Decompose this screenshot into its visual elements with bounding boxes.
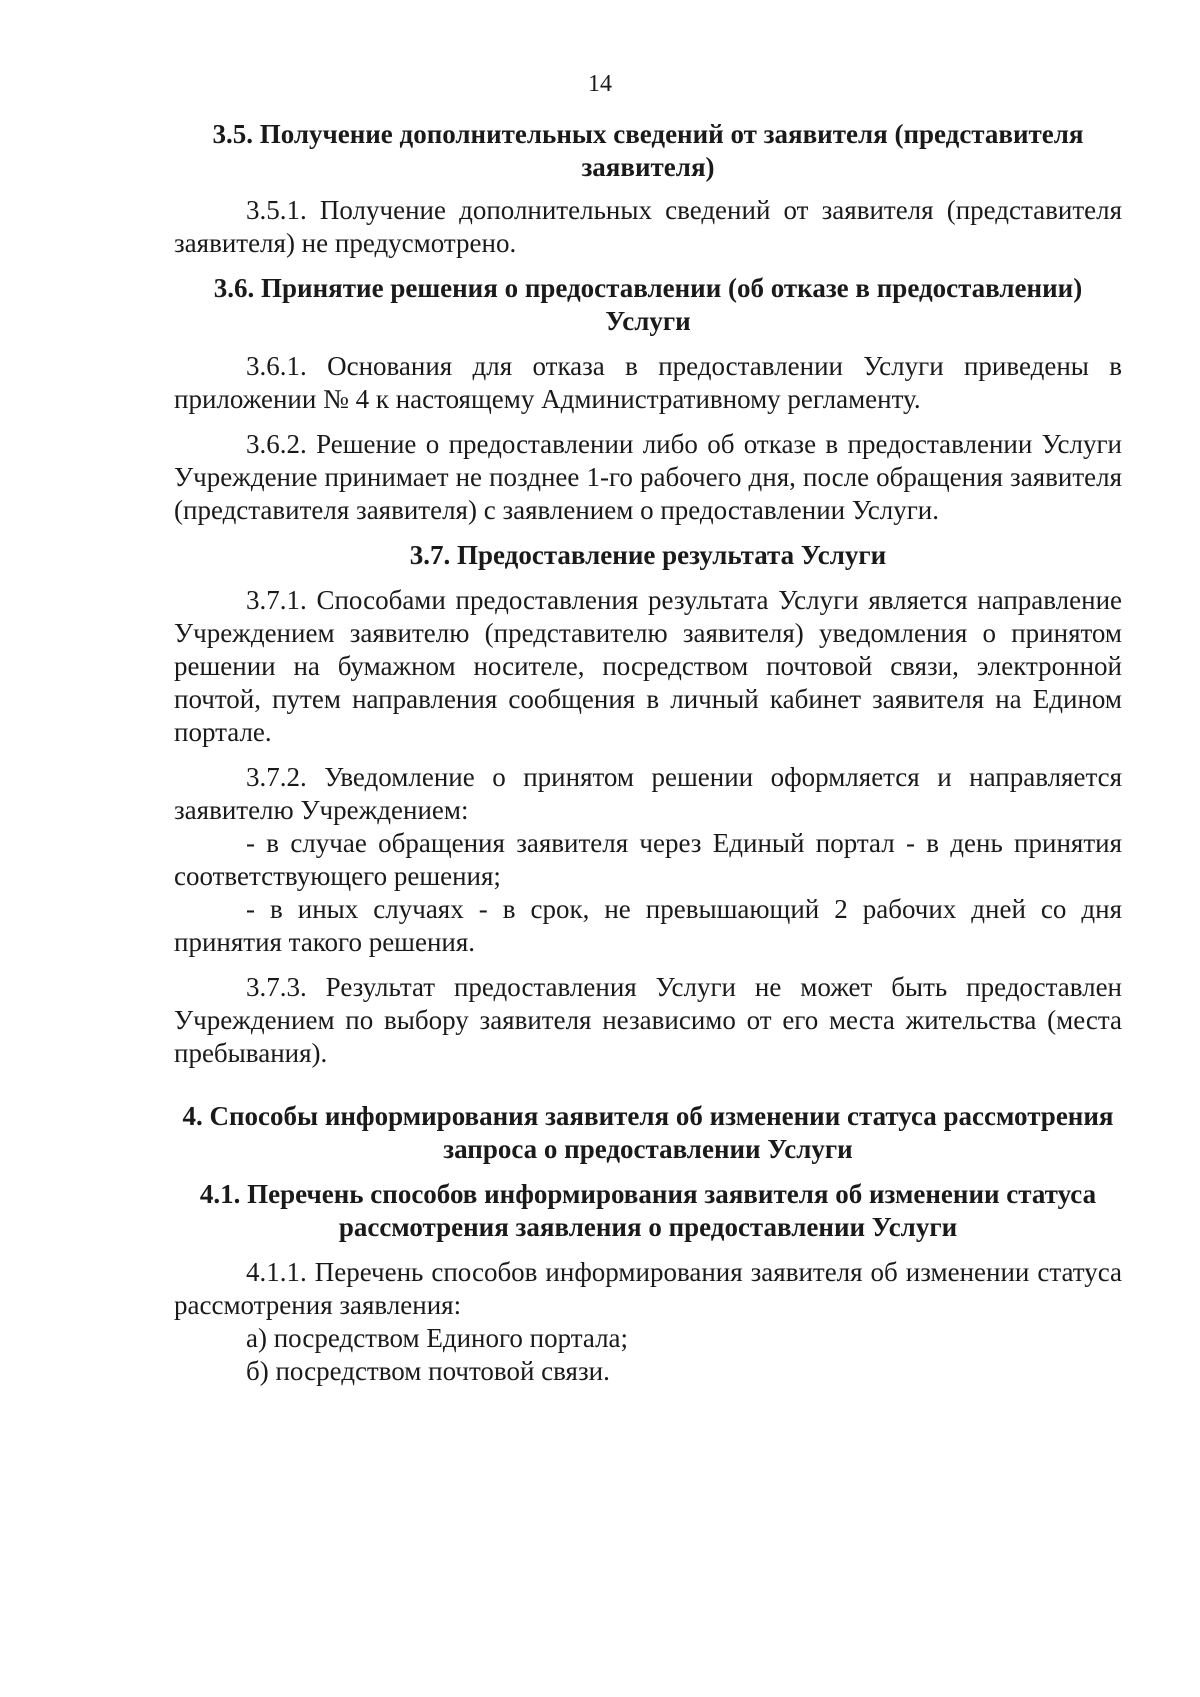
heading-4: 4. Способы информирования заявителя об изменении статуса рассмотрения запроса о предоставлении Услуги — [182, 1101, 1114, 1164]
paragraph-3-7-2-item-2: - в иных случаях - в срок, не превышающий 2 рабочих дней со дня принятия такого решения. — [174, 894, 1122, 957]
paragraph-3-7-3: 3.7.3. Результат предоставления Услуги не может быть предоставлен Учреждением по выбору заявителя независимо от его места жительства (места пребывания). — [174, 972, 1122, 1068]
paragraph-4-1-1-item-b: б) посредством почтовой связи. — [246, 1356, 610, 1386]
paragraph-3-7-2: 3.7.2. Уведомление о принятом решении оформляется и направляется заявителю Учреждением: — [174, 762, 1122, 825]
paragraph-4-1-1: 4.1.1. Перечень способов информирования заявителя об изменении статуса рассмотрения заявления: — [174, 1257, 1122, 1320]
paragraph-3-7-1: 3.7.1. Способами предоставления результата Услуги является направление Учреждением заявителю (представителю заявителя) уведомления о принятом решении на бумажном носителе, посредством почтовой связи, электронной почтой, путем направления сообщения в личный кабинет заявителя на Едином портале. — [174, 585, 1122, 747]
paragraph-3-6-2: 3.6.2. Решение о предоставлении либо об отказе в предоставлении Услуги Учреждение принимает не позднее 1-го рабочего дня, после обращения заявителя (представителя заявителя) с заявлением о предоставлении Услуги. — [174, 429, 1122, 525]
paragraph-3-7-2-item-1: - в случае обращения заявителя через Единый портал - в день принятия соответствующего решения; — [174, 828, 1122, 891]
heading-3-7: 3.7. Предоставление результата Услуги — [409, 540, 887, 570]
paragraph-3-6-1: 3.6.1. Основания для отказа в предоставлении Услуги приведены в приложении № 4 к настоящему Административному регламенту. — [174, 351, 1122, 414]
heading-3-5: 3.5. Получение дополнительных сведений от заявителя (представителя заявителя) — [212, 119, 1084, 182]
paragraph-3-5-1: 3.5.1. Получение дополнительных сведений от заявителя (представителя заявителя) не предусмотрено. — [174, 195, 1122, 258]
page-number: 14 — [588, 71, 612, 97]
paragraph-4-1-1-item-a: а) посредством Единого портала; — [246, 1323, 629, 1353]
heading-4-1: 4.1. Перечень способов информирования заявителя об изменении статуса рассмотрения заявления о предоставлении Услуги — [199, 1179, 1097, 1242]
document-body — [174, 118, 1122, 1388]
heading-3-6: 3.6. Принятие решения о предоставлении (об отказе в предоставлении) Услуги — [213, 273, 1083, 336]
